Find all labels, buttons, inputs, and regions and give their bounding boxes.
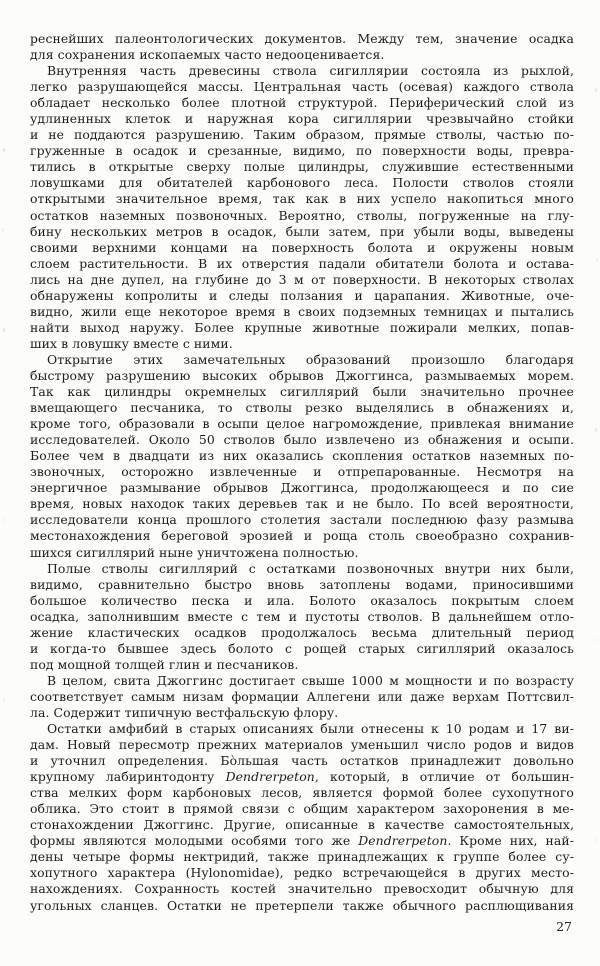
text-line: найти выход наружу. Более крупные животные пожирали мелких, попав- [30, 319, 574, 335]
text-line: Внутренняя часть древесины ствола сигиллярии состояла из рыхлой, [47, 63, 574, 79]
text-line: большое количество песка и ила. Болото оказалось покрытым слоем [30, 592, 574, 608]
text-line: обладает несколько более плотной структурой. Периферический слой из [30, 95, 574, 111]
text-line: соответствует самым низам формации Аллегени или даже верхам Поттсвил- [30, 688, 574, 704]
text-line: время, новых находок таких деревьев так и не было. По всей вероятности, [30, 496, 574, 512]
text-line: реснейших палеонтологических документов. Между тем, значение осадка [30, 31, 574, 46]
text-line: под мощной толщей глин и песчаников. [30, 656, 299, 672]
text-line: ловушками для обитателей карбонового леса. Полости стволов стояли [30, 175, 574, 191]
text-line: крупному лабиринтодонту Dendrerpeton, который, в отличие от большин- [30, 769, 574, 785]
text-line: видно, жили еще некоторое время в своих подземных темницах и пытались [30, 303, 574, 319]
text-line: местонахождения береговой эрозией и роща столь своеобразно сохранив- [30, 528, 574, 544]
text-line: Более чем в двадцати из них оказались скопления остатков наземных по- [30, 448, 574, 464]
text-line: ших в ловушку вместе с ними. [30, 335, 233, 351]
text-line: видимо, сравнительно быстро вновь затоплены водами, приносившими [30, 576, 574, 592]
text-line: вмещающего песчаника, то стволы резко выделялись в обнажениях и, [30, 400, 574, 416]
page-number: 27 [556, 919, 572, 934]
text-block [30, 31, 574, 914]
text-line: легко разрушающейся массы. Центральная часть (осевая) каждого ствола [30, 79, 574, 95]
text-line: исследователей. Около 50 стволов было извлечено из обнажения и осыпи. [30, 432, 574, 448]
text-line: нахождениях. Сохранность костей значительно превосходит обычную для [30, 881, 574, 897]
text-line: ства мелких форм карбоновых лесов, является формой более сухопутного [30, 785, 574, 801]
text-line: ла. Содержит типичную вестфальскую флору. [30, 704, 339, 720]
text-line: хопутного характера (Hylonomidae), редко встречающейся в других место- [30, 865, 574, 881]
text-line: исследователи конца прошлого столетия застали последнюю фазу размыва [30, 512, 574, 528]
text-line: угольных сланцев. Остатки не претерпели также обычного расплющивания [30, 897, 574, 913]
text-line: Так как цилиндры окремнелых сигиллярий были значительно прочнее [30, 384, 574, 400]
text-line: шихся сигиллярий ныне уничтожена полностью. [30, 544, 359, 560]
text-line: бину нескольких метров в осадок, были затем, при убыли воды, выведены [30, 223, 574, 239]
text-line: В целом, свита Джоггинс достигает свыше 1000 м мощности и по возрасту [47, 672, 574, 688]
text-line: формы являются молодыми особями того же Dendrerpeton. Кроме них, най- [30, 833, 574, 849]
text-line: дены четыре формы нектридий, также принадлежащих к группе более су- [30, 849, 574, 865]
text-line: стонахождении Джоггинс. Другие, описанные в качестве самостоятельных, [30, 817, 574, 833]
text-line: дам. Новый пересмотр прежних материалов уменьшил число родов и видов [30, 737, 574, 753]
text-line: своими верхними концами на поверхность болота и окружены новым [30, 239, 574, 255]
text-line: лись на дне дупел, на глубине до 3 м от поверхности. В некоторых стволах [30, 271, 574, 287]
text-line: и уточнил определения. Бо̀льшая часть остатков принадлежит довольно [30, 753, 574, 769]
text-line: быстрому разрушению высоких обрывов Джоггинса, размываемых морем. [30, 367, 574, 383]
text-line: осадка, заполнившим вместе с тем и пустоты стволов. В дальнейшем отло- [30, 608, 574, 624]
text-line: энергичное размывание обрывов Джоггинса, продолжающееся и по сие [30, 480, 574, 496]
text-line: звоночных, осторожно извлеченные и отпрепарованные. Несмотря на [30, 464, 574, 480]
text-line: для сохранения ископаемых часто недооценивается. [30, 47, 385, 63]
text-line: Открытие этих замечательных образований произошло благодаря [47, 351, 574, 367]
text-line: и не поддаются разрушению. Таким образом, прямые стволы, частью по- [30, 127, 574, 143]
text-line: облика. Это стоит в прямой связи с общим характером захоронения в ме- [30, 801, 574, 817]
text-line: Остатки амфибий в старых описаниях были отнесены к 10 родам и 17 ви- [47, 721, 574, 737]
text-line: остатков наземных позвоночных. Вероятно, стволы, погруженные на глу- [30, 207, 574, 223]
text-line: кроме того, образовали в осыпи целое нагромождение, привлекая внимание [30, 416, 574, 432]
text-line: и когда-то бывшее здесь болото с рощей старых сигиллярий оказалось [30, 640, 574, 656]
text-line: слоем растительности. В их отверстия падали обитатели болота и остава- [30, 255, 574, 271]
text-line: Полые стволы сигиллярий с остатками позвоночных внутри них были, [47, 560, 574, 576]
text-line: груженные в осадок и срезанные, видимо, по поверхности воды, превра- [30, 143, 574, 159]
text-line: обнаружены копролиты и следы ползания и царапания. Животные, оче- [30, 287, 574, 303]
text-line: жение кластических осадков продолжалось весьма длительный период [30, 624, 574, 640]
text-line: тились в открытые сверху полые цилиндры, служившие естественными [30, 159, 574, 175]
text-line: открытыми значительное время, так как в них успело накопиться много [30, 191, 574, 207]
text-line: удлиненных клеток и наружная кора сигиллярии чрезвычайно стойки [30, 111, 574, 127]
